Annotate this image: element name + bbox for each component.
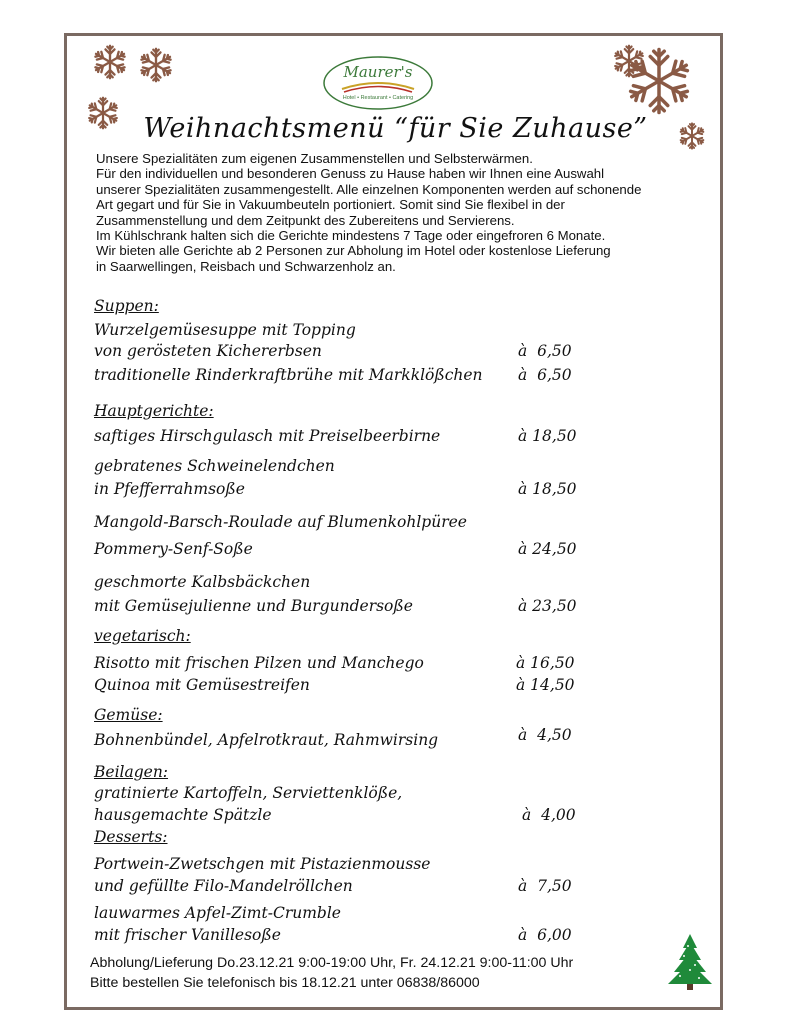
- order-info: Bitte bestellen Sie telefonisch bis 18.12.21 unter 06838/86000: [90, 975, 480, 991]
- menu-price: à 6,50: [518, 342, 572, 360]
- menu-item: gratinierte Kartoffeln, Serviettenklöße,: [94, 784, 403, 802]
- intro-text: [96, 151, 716, 274]
- pickup-info: Abholung/Lieferung Do.23.12.21 9:00-19:00 Uhr, Fr. 24.12.21 9:00-11:00 Uhr: [90, 955, 574, 971]
- menu-item: Wurzelgemüsesuppe mit Topping: [94, 321, 356, 339]
- intro-line: Art gegart und für Sie in Vakuumbeuteln portioniert. Somit sind Sie flexibel in der: [96, 197, 565, 213]
- menu-price: à 7,50: [518, 877, 572, 895]
- menu-price: à 6,00: [518, 926, 572, 944]
- category-desserts: Desserts:: [94, 828, 168, 846]
- menu-item: hausgemachte Spätzle: [94, 806, 272, 824]
- snowflake-icon: [92, 44, 128, 80]
- menu-item: saftiges Hirschgulasch mit Preiselbeerbirne: [94, 427, 441, 445]
- christmas-tree-icon: [666, 932, 714, 992]
- menu-item: mit frischer Vanillesoße: [94, 926, 281, 944]
- category-vegetarisch: vegetarisch:: [94, 627, 191, 645]
- logo-name: Maurer's: [343, 63, 413, 81]
- menu-item: geschmorte Kalbsbäckchen: [94, 573, 311, 591]
- menu-price: à 18,50: [518, 480, 577, 498]
- page-title: Weihnachtsmenü “für Sie Zuhause”: [143, 113, 648, 144]
- menu-price: à 23,50: [518, 597, 577, 615]
- intro-line: unserer Spezialitäten zusammengestellt. Alle einzelnen Komponenten werden auf schonende: [96, 181, 642, 197]
- menu-item: traditionelle Rinderkraftbrühe mit Markklößchen: [94, 366, 483, 384]
- menu-price: à 24,50: [518, 540, 577, 558]
- menu-item: Portwein-Zwetschgen mit Pistazienmousse: [94, 855, 431, 873]
- category-gemuese: Gemüse:: [94, 706, 163, 724]
- menu-price: à 4,50: [518, 726, 572, 744]
- menu-item: mit Gemüsejulienne und Burgundersoße: [94, 597, 413, 615]
- menu-item: in Pfefferrahmsoße: [94, 480, 245, 498]
- logo: [322, 55, 434, 111]
- menu-item: lauwarmes Apfel-Zimt-Crumble: [94, 904, 341, 922]
- category-hauptgerichte: Hauptgerichte:: [94, 402, 214, 420]
- intro-line: Zusammenstellung und dem Zeitpunkt des Zubereitens und Servierens.: [96, 212, 515, 228]
- menu-price: à 6,50: [518, 366, 572, 384]
- menu-item: Pommery-Senf-Soße: [94, 540, 253, 558]
- intro-line: in Saarwellingen, Reisbach und Schwarzenholz an.: [96, 258, 396, 274]
- snowflake-icon: [624, 46, 694, 116]
- menu-item: und gefüllte Filo-Mandelröllchen: [94, 877, 353, 895]
- category-beilagen: Beilagen:: [94, 763, 169, 781]
- menu-item: Risotto mit frischen Pilzen und Manchego: [94, 654, 424, 672]
- menu-price: à 16,50: [516, 654, 575, 672]
- logo-tagline: Hotel • Restaurant • Catering: [342, 95, 414, 101]
- snowflake-icon: [138, 47, 174, 83]
- menu-item: von gerösteten Kichererbsen: [94, 342, 322, 360]
- intro-line: Im Kühlschrank halten sich die Gerichte mindestens 7 Tage oder eingefroren 6 Monate.: [96, 228, 606, 244]
- menu-item: gebratenes Schweinelendchen: [94, 457, 335, 475]
- menu-item: Quinoa mit Gemüsestreifen: [94, 676, 310, 694]
- intro-line: Wir bieten alle Gerichte ab 2 Personen zur Abholung im Hotel oder kostenlose Lieferung: [96, 243, 611, 259]
- intro-line: Für den individuellen und besonderen Genuss zu Hause haben wir Ihnen eine Auswahl: [96, 166, 605, 182]
- menu-item: Bohnenbündel, Apfelrotkraut, Rahmwirsing: [94, 731, 439, 749]
- menu-price: à 14,50: [516, 676, 575, 694]
- menu-price: à 18,50: [518, 427, 577, 445]
- intro-line: Unsere Spezialitäten zum eigenen Zusammenstellen und Selbsterwärmen.: [96, 151, 533, 166]
- menu-item: Mangold-Barsch-Roulade auf Blumenkohlpüree: [94, 513, 467, 531]
- category-suppen: Suppen:: [94, 297, 159, 315]
- menu-price: à 4,00: [522, 806, 576, 824]
